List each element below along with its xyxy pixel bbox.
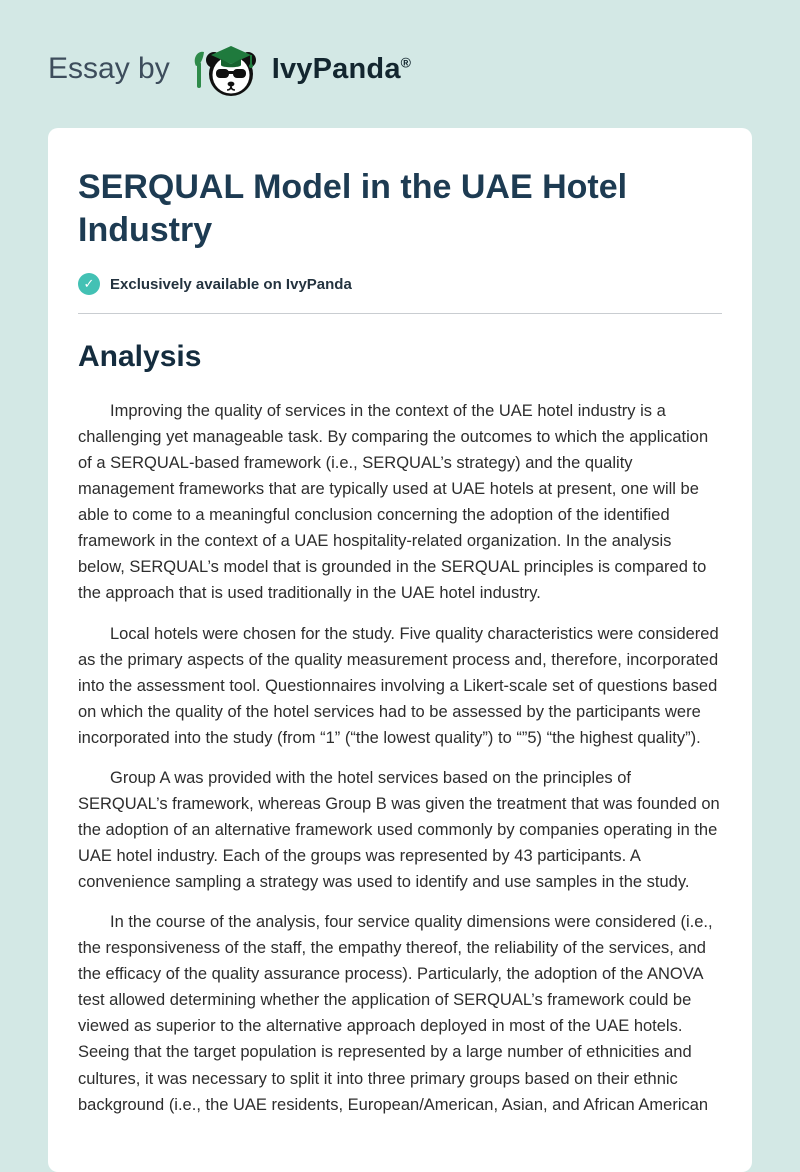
essay-card <box>48 128 752 1172</box>
graduation-panda-icon <box>188 38 262 100</box>
analysis-paragraph-4: In the course of the analysis, four service quality dimensions were considered (i.e., the responsiveness of the staff, the empathy thereof, the reliability of the services, and the efficacy of the quality assurance process). Particularly, the adoption of the ANOVA test allowed determining whether the application of SERQUAL’s framework could be viewed as superior to the alternative approach deployed in most of the UAE hotels. Seeing that the target population is represented by a large number of ethnicities and cultures, it was necessary to split it into three primary groups based on their ethnic background (i.e., the UAE residents, European/American, Asian, and African American <box>78 913 713 1114</box>
analysis-paragraph-3: Group A was provided with the hotel services based on the principles of SERQUAL’s framework, whereas Group B was given the treatment that was founded on the adoption of an alternative framework used commonly by companies operating in the UAE hotel industry. Each of the groups was represented by 43 participants. A convenience sampling a strategy was used to identify and use samples in the study. <box>78 768 720 892</box>
essay-by-label: Essay by <box>48 52 170 85</box>
ivypanda-brand[interactable] <box>188 38 411 100</box>
section-heading-analysis: Analysis <box>78 340 202 373</box>
page-header <box>0 0 800 128</box>
brand-name: IvyPanda® <box>271 52 412 85</box>
analysis-paragraph-1: Improving the quality of services in the context of the UAE hotel industry is a challenging yet manageable task. By comparing the outcomes to which the application of a SERQUAL-based framework (i.e., SERQUAL’s strategy) and the quality management frameworks that are typically used at UAE hotels at present, one will be able to come to a meaningful conclusion concerning the adoption of the identified framework in the context of a UAE hospitality-related organization. In the analysis below, SERQUAL’s model that is grounded in the SERQUAL principles is compared to the approach that is used traditionally in the UAE hotel industry. <box>78 402 709 603</box>
page-title: SERQUAL Model in the UAE Hotel Industry <box>78 168 628 249</box>
exclusive-note-row <box>78 273 722 295</box>
check-icon: ✓ <box>78 273 100 295</box>
divider <box>78 313 722 314</box>
analysis-paragraph-2: Local hotels were chosen for the study. Five quality characteristics were considered as the primary aspects of the quality measurement process and, therefore, incorporated into the assessment tool. Questionnaires involving a Likert-scale set of questions based on which the quality of the hotel services had to be assessed by the participants were incorporated into the study (from “1” (“the lowest quality”) to “”5) “the highest quality”). <box>78 624 719 747</box>
registered-mark: ® <box>400 53 412 70</box>
exclusive-note: Exclusively available on IvyPanda <box>110 275 352 293</box>
